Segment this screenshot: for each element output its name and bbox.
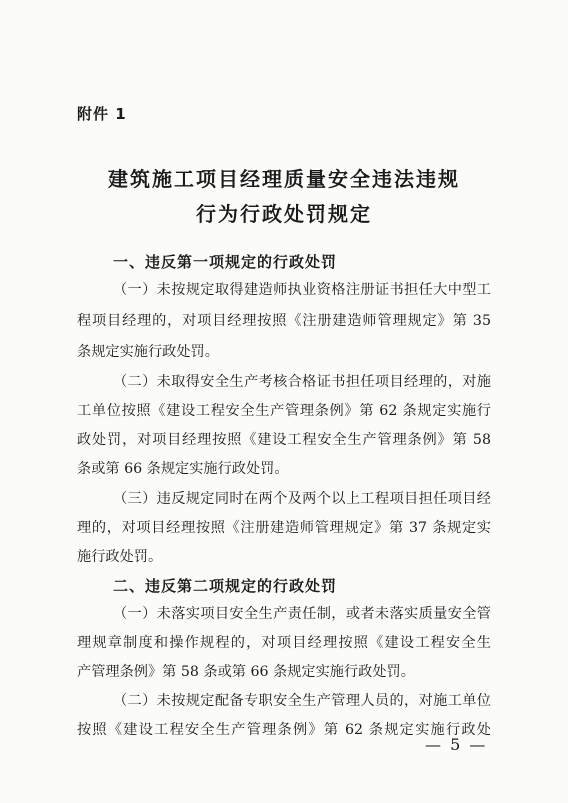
document-title-line-2: 行为行政处罚规定 — [196, 202, 372, 226]
paragraph-line: 工单位按照《建设工程安全生产管理条例》第 62 条规定实施行 — [77, 403, 491, 419]
paragraph-line: （二）未按规定配备专职安全生产管理人员的，对施工单位 — [113, 693, 491, 709]
paragraph-line: 程项目经理的，对项目经理按照《注册建造师管理规定》第 35 — [77, 313, 491, 329]
section-heading: 二、违反第二项规定的行政处罚 — [113, 577, 338, 595]
paragraph-line: 政处罚，对项目经理按照《建设工程安全生产管理条例》第 58 — [77, 432, 491, 448]
section-heading: 一、违反第一项规定的行政处罚 — [113, 253, 338, 271]
paragraph-line: 按照《建设工程安全生产管理条例》第 62 条规定实施行政处 — [77, 722, 491, 738]
paragraph-line: （三）违反规定同时在两个及两个以上工程项目担任项目经 — [113, 491, 491, 507]
page-number: — 5 — — [425, 735, 488, 754]
paragraph-line: 条或第 66 条规定实施行政处罚。 — [77, 461, 289, 477]
attachment-label: 附件 1 — [77, 105, 127, 123]
paragraph-line: 理的，对项目经理按照《注册建造师管理规定》第 37 条规定实 — [77, 520, 491, 536]
paragraph-line: （一）未落实项目安全生产责任制，或者未落实质量安全管 — [113, 606, 491, 622]
document-title-line-1: 建筑施工项目经理质量安全违法违规 — [108, 167, 460, 191]
paragraph-line: （二）未取得安全生产考核合格证书担任项目经理的，对施 — [113, 374, 491, 390]
paragraph-line: 产管理条例》第 58 条或第 66 条规定实施行政处罚。 — [77, 664, 415, 680]
paragraph-line: 条规定实施行政处罚。 — [77, 344, 219, 360]
paragraph-line: 施行政处罚。 — [77, 549, 163, 565]
paragraph-line: 理规章制度和操作规程的，对项目经理按照《建设工程安全生 — [77, 635, 491, 651]
paragraph-line: （一）未按规定取得建造师执业资格注册证书担任大中型工 — [113, 282, 491, 298]
